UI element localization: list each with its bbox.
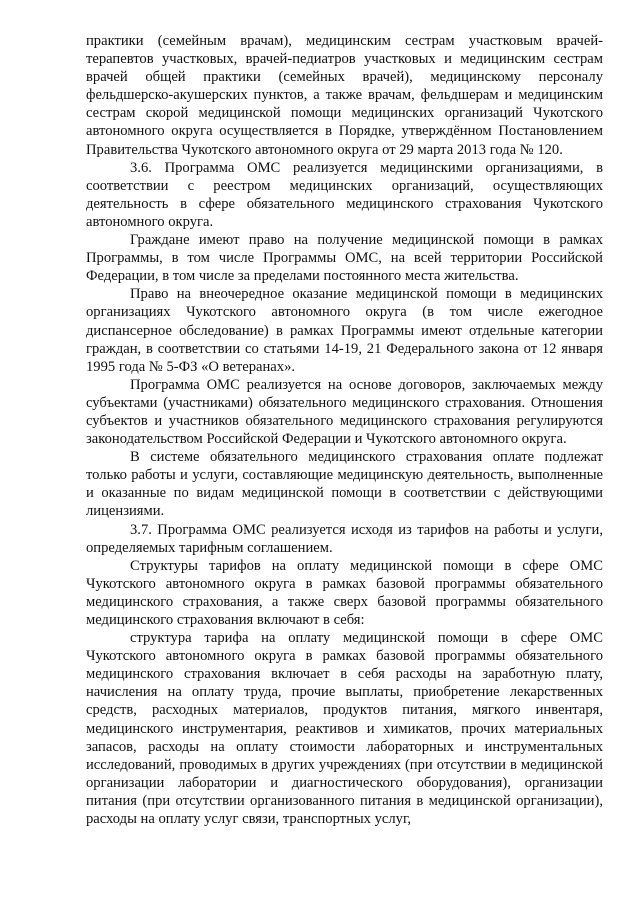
paragraph-tariff-structures: Структуры тарифов на оплату медицинской помощи в сфере ОМС Чукотского автономного округа в рамках базовой программы обязательного медицинского страхования, а также сверх базовой программы обязательного медицинского страхования включают в себя: — [86, 557, 603, 628]
paragraph-3-6: 3.6. Программа ОМС реализуется медицинскими организациями, в соответствии с реестром медицинских организаций, осуществляющих деятельность в сфере обязательного медицинского страхования Чукотского автономного округа. — [86, 159, 603, 230]
paragraph-payment-scope: В системе обязательного медицинского страхования оплате подлежат только работы и услуги, составляющие медицинскую деятельность, выполненные и оказанные по видам медицинской помощи в соответствии с действующими лицензиями. — [86, 449, 603, 520]
paragraph-3-7: 3.7. Программа ОМС реализуется исходя из тарифов на работы и услуги, определяемых тарифным соглашением. — [86, 521, 603, 556]
paragraph-contracts: Программа ОМС реализуется на основе договоров, заключаемых между субъектами (участниками) обязательного медицинского страхования. Отношения субъектов и участников обязательного медицинского страхования регулируются законодательством Российской Федерации и Чукотского автономного округа. — [86, 376, 603, 448]
paragraph-tariff-structure-detail: структура тарифа на оплату медицинской помощи в сфере ОМС Чукотского автономного округа в рамках базовой программы обязательного медицинского страхования включает в себя расходы на заработную плату, начисления на оплату труда, прочие выплаты, приобретение лекарственных средств, расходных материалов, продуктов питания, мягкого инвентаря, медицинского инструментария, реактивов и химикатов, прочих материальных запасов, расходы на оплату стоимости лабораторных и инструментальных исследований, проводимых в других учреждениях (при отсутствии в медицинской организации лаборатории и диагностического оборудования), организации питания (при отсутствии организованного питания в медицинской организации), расходы на оплату услуг связи, транспортных услуг, — [86, 630, 603, 828]
paragraph-continuation: практики (семейным врачам), медицинским сестрам участковым врачей-терапевтов участковых, врачей-педиатров участковых и медицинским сестрам врачей общей практики (семейных врачей), медицинскому персоналу фельдшерско-акушерских пунктов, а также врачам, фельдшерам и медицинским сестрам скорой медицинской помощи медицинских организаций Чукотского автономного округа осуществляется в Порядке, утверждённом Постановлением Правительства Чукотского автономного округа от 29 марта 2013 года № 120. — [86, 33, 603, 158]
document-page — [86, 32, 603, 828]
paragraph-priority-care: Право на внеочередное оказание медицинской помощи в медицинских организациях Чукотского автономного округа (в том числе ежегодное диспансерное обследование) в рамках Программы имеют отдельные категории граждан, в соответствии со статьями 14-19, 21 Федерального закона от 12 января 1995 года № 5-ФЗ «О ветеранах». — [86, 286, 603, 375]
paragraph-citizens-rights: Граждане имеют право на получение медицинской помощи в рамках Программы, в том числе Программы ОМС, на всей территории Российской Федерации, в том числе за пределами постоянного места жительства. — [86, 232, 603, 285]
